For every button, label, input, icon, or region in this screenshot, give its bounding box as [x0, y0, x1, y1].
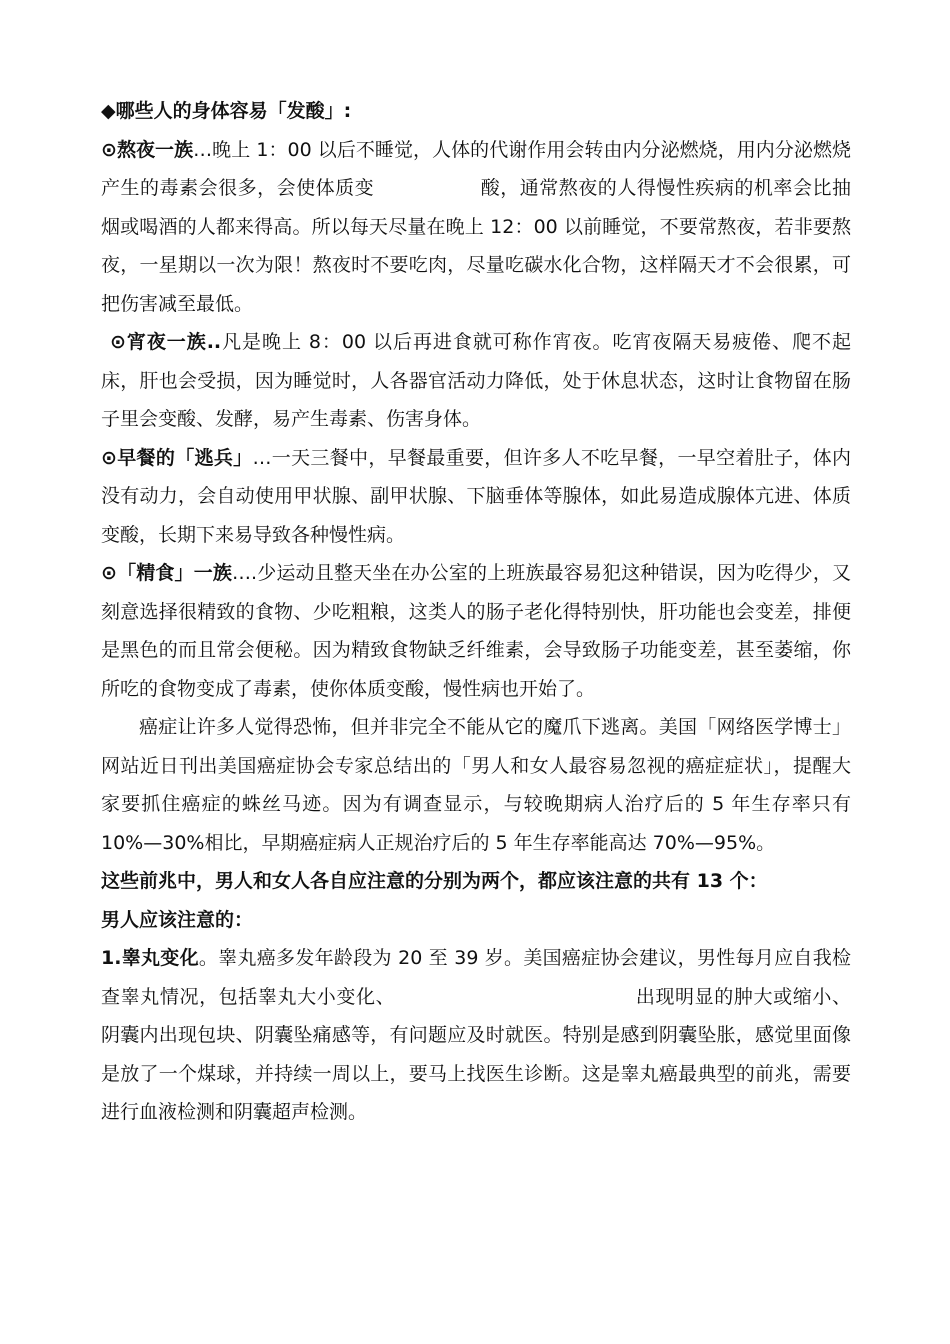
item-stay-up-late [101, 131, 851, 324]
item-text-continued: 酸，通常熬夜的人得慢性疾病的机率会比抽烟或喝酒的人都来得高。所以每天尽量在晚上 12：00 以前睡觉，不要常熬夜，若非要熬夜，一星期以一次为限！熬夜时不要吃肉，尽量吃碳水化合物，这样隔天才不会很累，可把伤害减至最低。 [101, 177, 851, 315]
item-text: …一天三餐中，早餐最重要，但许多人不吃早餐，一早空着肚子，体内没有动力，会自动使用甲状腺、副甲状腺、下脑垂体等腺体，如此易造成腺体亢进、体质变酸，长期下来易导致各种慢性病。 [101, 446, 851, 546]
item-title: ⊙宵夜一族.. [110, 331, 222, 353]
item-text: 。睾丸癌多发年龄段为 20 至 39 岁。美国癌症协会建议，男性每月应自我检查睾丸情况，包括睾丸大小变化、 [101, 947, 851, 1008]
item-late-night-snack [101, 323, 851, 439]
summary-line: 这些前兆中，男人和女人各自应注意的分别为两个，都应该注意的共有 13 个： [101, 870, 768, 892]
item-text: …晚上 1：00 以后不睡觉，人体的代谢作用会转由内分泌燃烧，用内分泌燃烧产生的毒素会很多，会使体质变 [101, 138, 851, 199]
item-title: ⊙熬夜一族 [101, 138, 194, 161]
men-heading: 男人应该注意的： [101, 908, 254, 931]
item-refined-food [101, 554, 851, 708]
section-heading: ◆哪些人的身体容易「发酸」: [101, 100, 352, 122]
item-title: 1.睾丸变化 [101, 947, 199, 969]
item-text: 凡是晚上 8：00 以后再进食就可称作宵夜。吃宵夜隔天易疲倦、爬不起床，肝也会受损，因为睡觉时，人各器官活动力降低，处于休息状态，这时让食物留在肠子里会变酸、发酵，易产生毒素、伤害身体。 [101, 331, 851, 430]
document-page [101, 92, 851, 1132]
item-title: ⊙早餐的「逃兵」 [101, 446, 253, 469]
item-text: ….少运动且整天坐在办公室的上班族最容易犯这种错误，因为吃得少，又刻意选择很精致的食物、少吃粗粮，这类人的肠子老化得特别快，肝功能也会变差，排便是黑色的而且常会便秘。因为精致食物缺乏纤维素，会导致肠子功能变差，甚至萎缩，你所吃的食物变成了毒素，使你体质变酸，慢性病也开始了。 [101, 562, 851, 700]
item-skip-breakfast [101, 439, 851, 555]
cancer-paragraph: 癌症让许多人觉得恐怖，但并非完全不能从它的魔爪下逃离。美国「网络医学博士」网站近日刊出美国癌症协会专家总结出的「男人和女人最容易忽视的癌症症状」，提醒大家要抓住癌症的蛛丝马迹。因为有调查显示，与较晚期病人治疗后的 5 年生存率只有 10%—30%相比，早期癌症病人正规治疗后的 5 年生存率能高达 70%—95%。 [101, 716, 851, 854]
item-text-continued: 出现明显的肿大或缩小、阴囊内出现包块、阴囊坠痛感等，有问题应及时就医。特别是感到阴囊坠胀，感觉里面像是放了一个煤球，并持续一周以上，要马上找医生诊断。这是睾丸癌最典型的前兆，需要进行血液检测和阴囊超声检测。 [101, 985, 851, 1123]
item-title: ⊙「精食」一族 [101, 562, 233, 584]
men-item-testicle [101, 939, 851, 1132]
